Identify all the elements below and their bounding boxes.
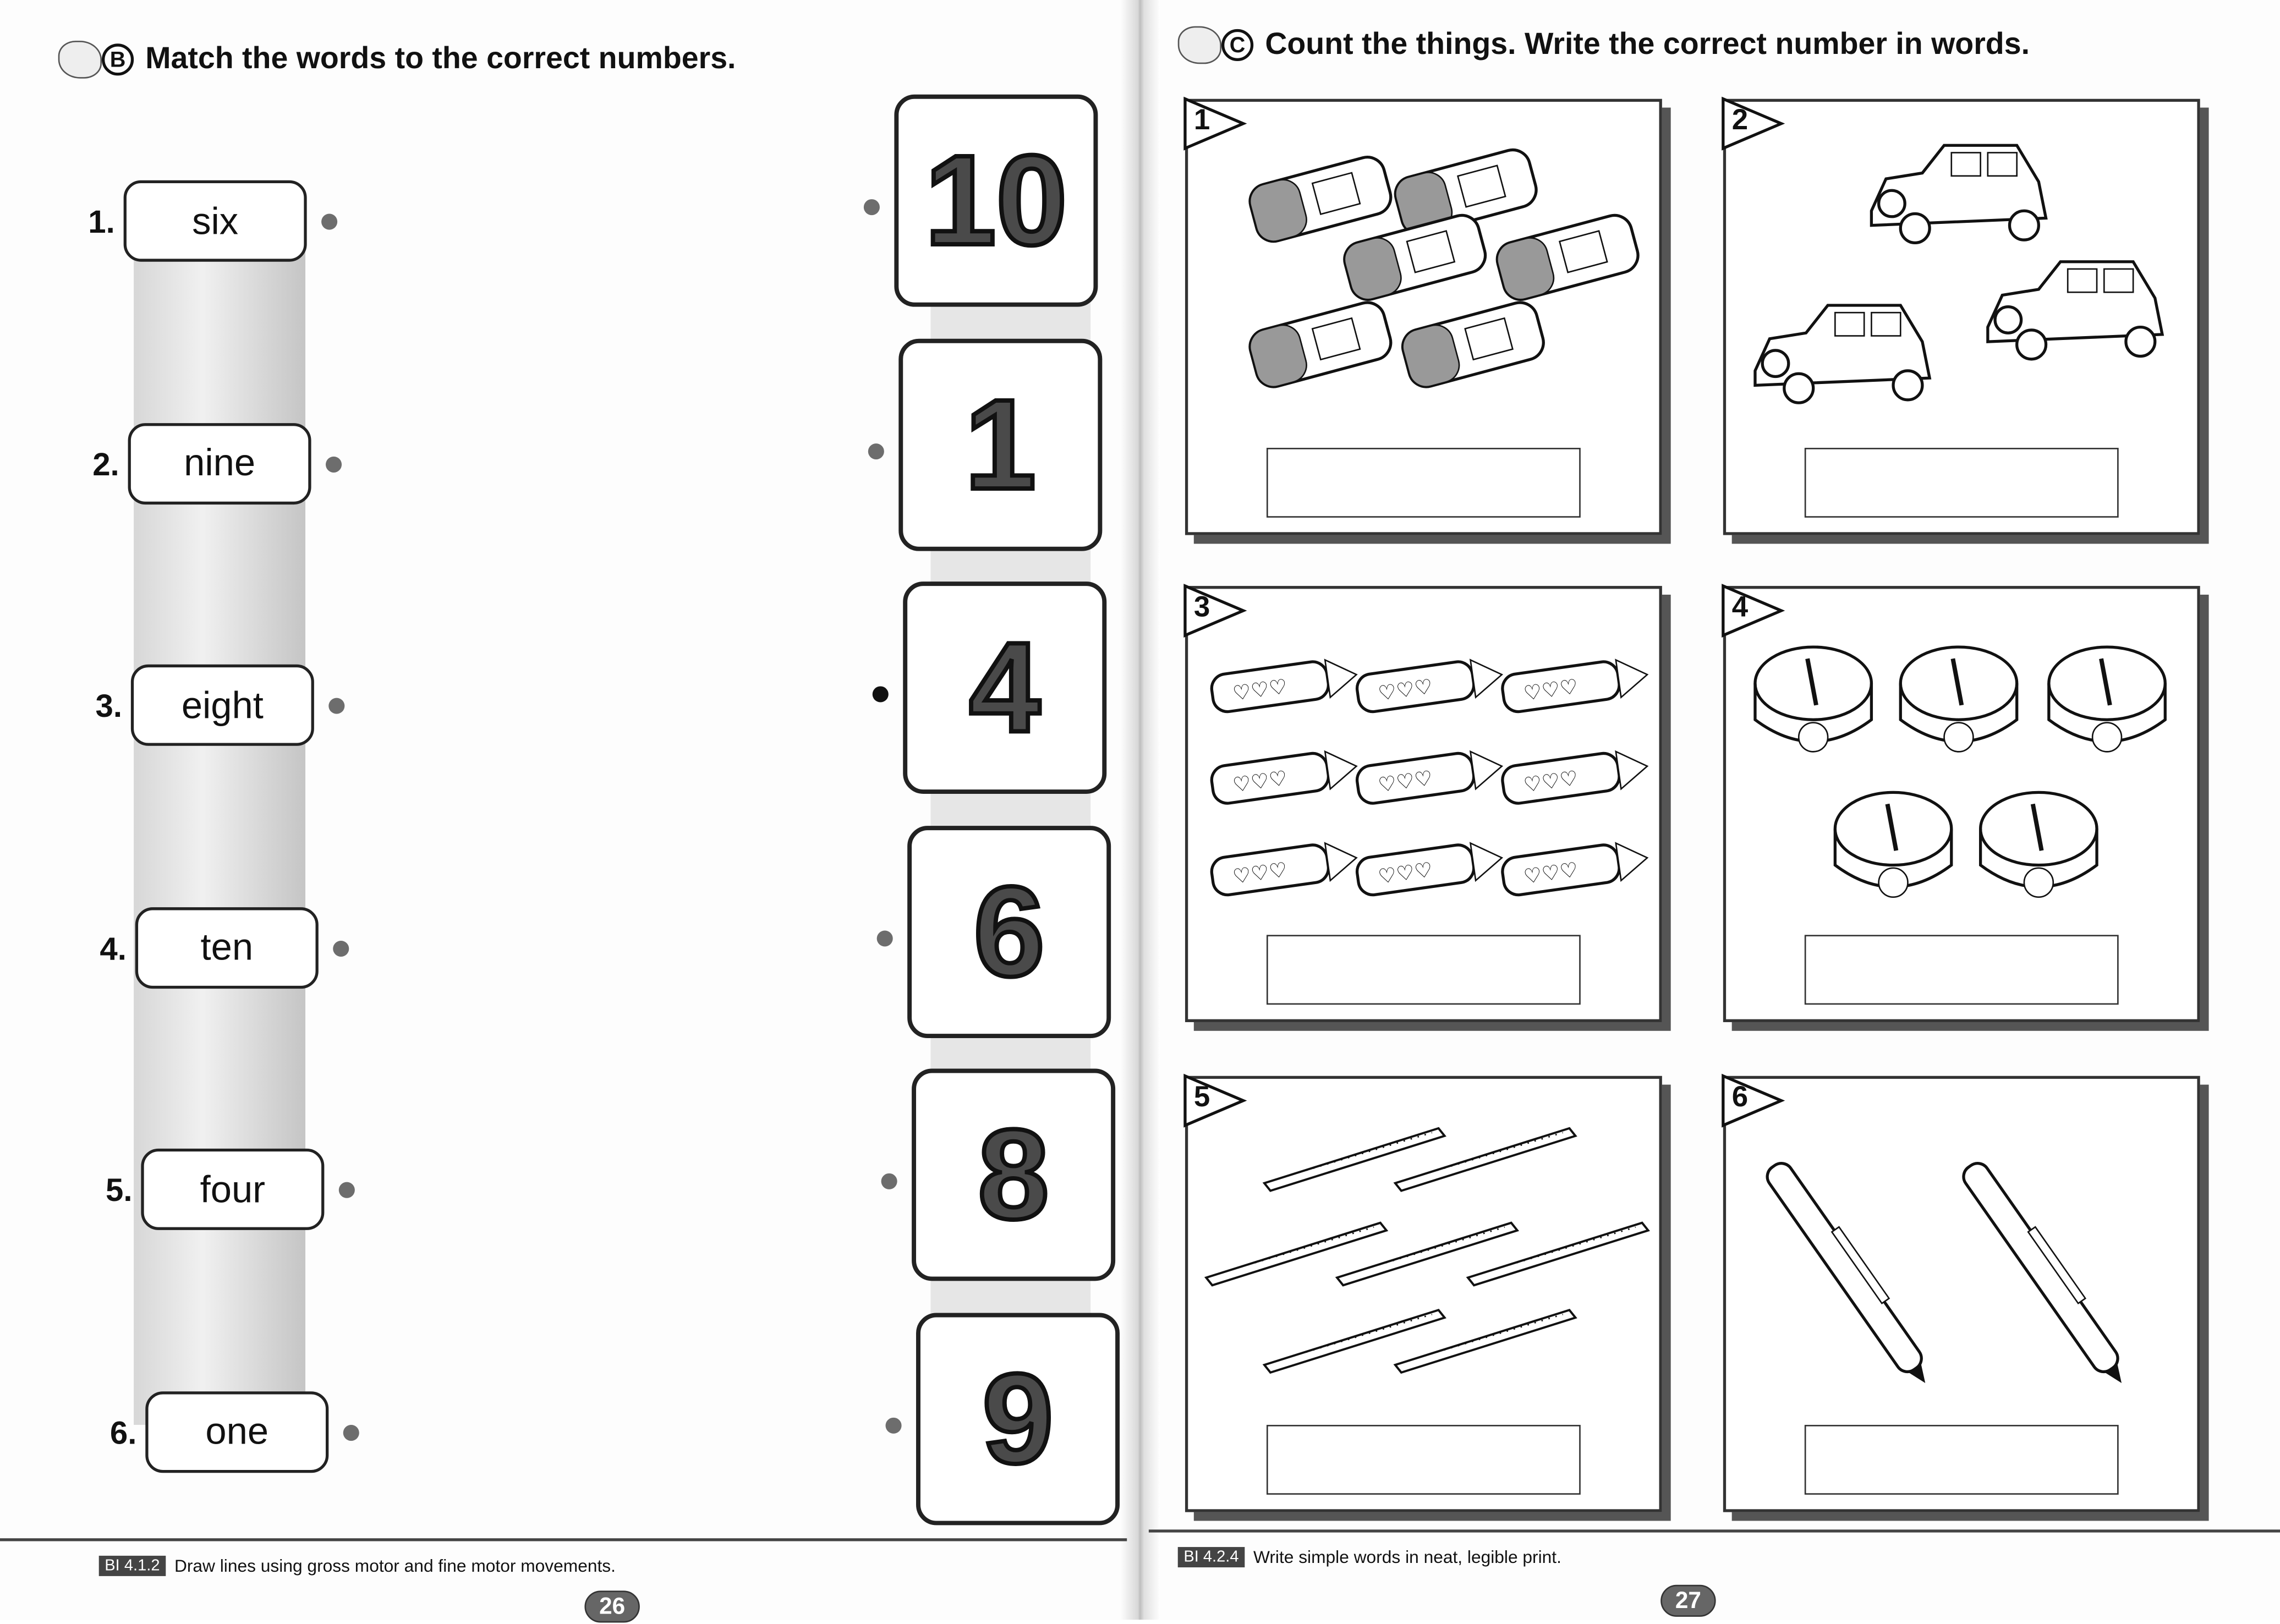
svg-text:♡♡♡: ♡♡♡ [1231,858,1289,888]
match-dot[interactable] [328,698,344,714]
match-dot[interactable] [886,1417,902,1433]
left-title: Match the words to the correct numbers. [145,42,736,76]
match-dot[interactable] [868,443,884,459]
car-icon [1726,102,2203,451]
panel-number: 2 [1731,105,1749,137]
standard-code: BI 4.1.2 [99,1556,166,1576]
counting-panel [1185,99,1662,535]
number-box: 8 [912,1069,1115,1281]
match-dot[interactable] [339,1182,355,1198]
svg-text:♡♡♡: ♡♡♡ [1522,766,1580,797]
word-box: ten [135,907,319,988]
right-title: Count the things. Write the correct number in words. [1265,28,2030,62]
svg-text:♡♡♡: ♡♡♡ [1231,674,1289,705]
word-box: four [141,1149,324,1230]
number-box: 1 [898,338,1102,550]
eraser-icon [1188,102,1665,451]
counting-panel [1185,1076,1662,1512]
right-heading [1178,26,2030,64]
match-dot[interactable] [321,214,337,230]
pencil-icon [1188,589,1665,937]
pen-icon [1726,1079,2203,1428]
page-number: 26 [584,1590,639,1622]
counting-panel [1723,586,2200,1022]
item-number: 5. [105,1172,133,1209]
match-dot[interactable] [877,930,893,946]
match-dot[interactable] [343,1424,359,1440]
item-number: 1. [88,204,115,240]
number-box: 6 [907,825,1111,1038]
svg-text:♡♡♡: ♡♡♡ [1377,674,1434,705]
standard-text: Draw lines using gross motor and fine motor movements. [174,1555,616,1576]
section-badge: C [1221,29,1253,61]
panel-number: 3 [1193,591,1210,624]
word-box: six [124,180,307,262]
counting-panel [1723,1076,2200,1512]
item-number: 6. [109,1414,137,1451]
answer-box[interactable] [1267,1425,1581,1495]
panel-number: 4 [1731,591,1749,624]
answer-box[interactable] [1267,935,1581,1005]
counting-panel [1185,586,1662,1022]
svg-text:♡♡♡: ♡♡♡ [1377,766,1434,797]
item-number: 2. [92,446,119,482]
panel-number: 5 [1193,1082,1210,1114]
footer-rule [0,1538,1127,1541]
svg-text:♡♡♡: ♡♡♡ [1377,858,1434,888]
left-heading [58,41,736,79]
footer-rule [1149,1529,2280,1532]
match-dot[interactable] [864,199,880,215]
owl-mascot-icon [1178,26,1221,64]
svg-text:♡♡♡: ♡♡♡ [1231,766,1289,797]
answer-box[interactable] [1805,935,2119,1005]
ruler-icon [1188,1079,1665,1428]
number-box: 4 [903,581,1106,794]
section-badge: B [102,43,134,75]
shaded-strip [134,218,305,1425]
match-dot[interactable] [326,456,342,472]
panel-number: 1 [1193,105,1210,137]
item-number: 3. [95,688,123,725]
standard-code: BI 4.2.4 [1178,1547,1245,1567]
standard-text: Write simple words in neat, legible print. [1253,1547,1561,1568]
match-dot[interactable] [881,1173,897,1189]
answer-box[interactable] [1267,448,1581,518]
number-box: 9 [916,1312,1120,1524]
item-number: 4. [100,930,127,967]
word-box: one [145,1391,328,1472]
panel-number: 6 [1731,1082,1749,1114]
right-footer [1178,1547,1561,1567]
svg-text:♡♡♡: ♡♡♡ [1522,858,1580,888]
answer-box[interactable] [1805,1425,2119,1495]
word-box: nine [128,423,311,504]
match-dot[interactable] [333,940,349,956]
word-box: eight [131,665,314,746]
counting-panel [1723,99,2200,535]
match-dot[interactable] [873,686,889,702]
owl-mascot-icon [58,41,102,79]
left-footer [99,1556,616,1576]
number-box: 10 [894,95,1098,307]
sharpener-icon [1726,589,2203,937]
book-gutter [1120,0,1160,1620]
page-number: 27 [1660,1585,1716,1617]
svg-text:♡♡♡: ♡♡♡ [1522,674,1580,705]
answer-box[interactable] [1805,448,2119,518]
